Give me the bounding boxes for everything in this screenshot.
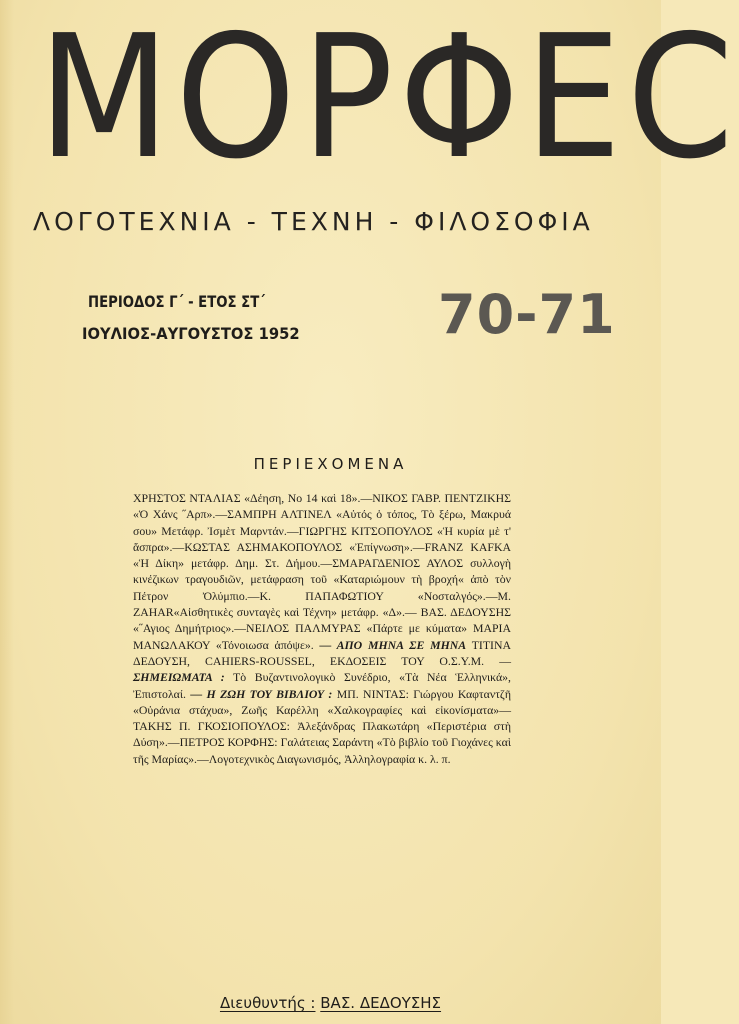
masthead-title: ΜΟΡΦΕϹ: [38, 0, 739, 197]
contents-heading: ΠΕΡΙΕΧΟΜΕΝΑ: [253, 455, 408, 473]
editor-name: ΒΑΣ. ΔΕΔΟΥΣΗΣ: [320, 994, 442, 1012]
issue-number: 70-71: [438, 283, 616, 346]
table-of-contents: [133, 490, 511, 767]
contents-month-to-month: ΤΙΤΙΝΑ ΔΕΔΟΥΣΗ, CAHIERS-ROUSSEL, ΕΚΔΟΣΕΙΣ ΤΟΥ Ο.Σ.Υ.Μ. —: [133, 637, 512, 668]
paper-edge: [0, 0, 14, 1024]
section-notes: ΣΗΜΕΙΩΜΑΤΑ :: [133, 670, 225, 685]
section-book-life: — Η ΖΩΗ ΤΟΥ ΒΙΒΛΙΟΥ :: [190, 686, 333, 701]
contents-articles: ΧΡΗΣΤΟΣ ΝΤΑΛΙΑΣ «Δέηση, Νο 14 καὶ 18».—ΝΙΚΟΣ ΓΑΒΡ. ΠΕΝΤΖΙΚΗΣ «Ὁ Χάνς ˝Αρπ».—ΣΑΜΠΡΗ ΑΛΤΙΝΕΛ «Αὐτός ὁ τόπος, Τὸ ξέρω, Μακρυά σου» Μετάφρ. Ἰσμὲτ Μαρντάν.—ΓΙΩΡΓΗΣ ΚΙΤΣΟΠΟΥΛΟΣ «Ἡ κυρία μὲ τ' ἄσπρα».—ΚΩΣΤΑΣ ΑΣΗΜΑΚΟΠΟΥΛΟΣ «Ἐπίγνωση».—FRANZ KAFKA «Ἡ Δίκη» μετάφρ. Δημ. Στ. Δήμου.—ΣΜΑΡΑΓΔΕΝΙΟΣ ΑΥΛΟΣ συλλογὴ κινέζικων τραγουδιῶν, μετάφραση τοῦ «Καταριώμουν τὴ βροχή« ἀπὸ τὸν Πέτρον Ὀλύμπιο.—Κ. ΠΑΠΑΦΩΤΙΟΥ «Νοσταλγός».—Μ. ΖΑΗΑR«Αἰσθητικὲς συνταγὲς καὶ Τέχνη» μετάφρ. «Δ».— ΒΑΣ. ΔΕΔΟΥΣΗΣ «˝Αγιος Δημήτριος».—ΝΕΙΛΟΣ ΠΑΛΜΥΡΑΣ «Πάρτε με κύματα» ΜΑΡΙΑ ΜΑΝΩΛΑΚΟΥ «Τόνοιωσα ἀπόψε».: [133, 491, 511, 652]
contents-notes: Τὸ Βυζαντινολογικὸ Συνέδριο, «Τὰ Νέα Ἑλληνικά», Ἐπιστολαί.: [133, 670, 511, 701]
contents-book-life: ΜΠ. ΝΙΝΤΑΣ: Γιώργου Καφταντζῆ «Οὐράνια στάχυα», Ζωῆς Καρέλλη «Χαλκογραφίες καὶ εἰκονίσματα»— ΤΑΚΗΣ Π. ΓΚΟΣΙΟΠΟΥΛΟΣ: Ἀλεξάνδρας Πλακωτάρη «Περιστέρια στὴ Δύση».—ΠΕΤΡΟΣ ΚΟΡΦΗΣ: Γαλάτειας Σαράντη «Τὸ βιβλίο τοῦ Γιοχάνες καὶ τῆς Μαρίας».—Λογοτεχνικὸς Διαγωνισμός, Ἀλληλογραφία κ. λ. π.: [133, 686, 511, 766]
period-line: ΠΕΡΙΟΔΟΣ Γ΄ - ΕΤΟΣ ΣΤ΄: [88, 292, 266, 311]
editor-credit: [0, 994, 661, 1012]
masthead-subtitle: ΛΟΓΟΤΕΧΝΙΑ - ΤΕΧΝΗ - ΦΙΛΟΣΟΦΙΑ: [33, 207, 594, 236]
editor-label: Διευθυντής :: [219, 994, 316, 1012]
section-from-month-to-month: — ΑΠΟ ΜΗΝΑ ΣΕ ΜΗΝΑ: [319, 637, 467, 652]
issue-date: ΙΟΥΛΙΟΣ-ΑΥΓΟΥΣΤΟΣ 1952: [82, 324, 300, 343]
